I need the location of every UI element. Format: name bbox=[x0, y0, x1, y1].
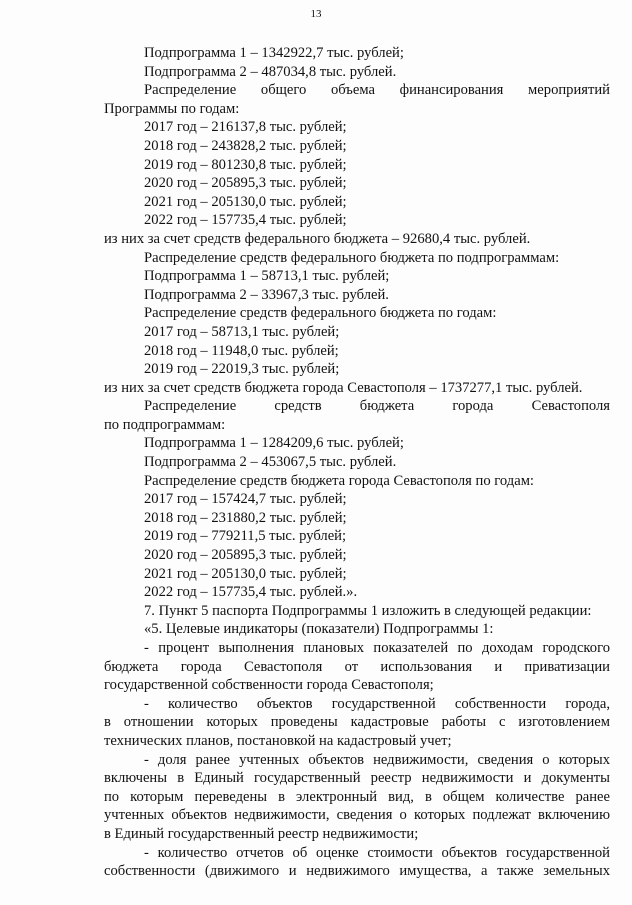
text-line: по подпрограммам: bbox=[104, 416, 226, 433]
text-line: из них за счет средств бюджета города Севастополя – 1737277,1 тыс. рублей. bbox=[104, 379, 583, 396]
text-line: в отношении которых проведены кадастровые работы с изготовлением bbox=[104, 714, 610, 731]
text-line: из них за счет средств федерального бюджета – 92680,4 тыс. рублей. bbox=[104, 230, 531, 247]
text-line: 2017 год – 216137,8 тыс. рублей; bbox=[144, 119, 347, 136]
text-line: Распределение средств федерального бюджета по подпрограммам: bbox=[144, 249, 560, 266]
text-line: - количество отчетов об оценке стоимости объектов государственной bbox=[144, 844, 610, 861]
text-line: - доля ранее учтенных объектов недвижимости, сведения о которых bbox=[144, 751, 610, 768]
text-line: Распределение средств бюджета города Севастополя bbox=[144, 398, 610, 415]
text-line: Подпрограмма 2 – 453067,5 тыс. рублей. bbox=[144, 454, 397, 471]
text-line: 2018 год – 11948,0 тыс. рублей; bbox=[144, 342, 339, 359]
text-line: 2018 год – 243828,2 тыс. рублей; bbox=[144, 137, 347, 154]
text-line: бюджета города Севастополя от использования и приватизации bbox=[104, 658, 610, 675]
text-line: Программы по годам: bbox=[104, 100, 240, 117]
text-line: - процент выполнения плановых показателей по доходам городского bbox=[144, 640, 610, 656]
text-line: Подпрограмма 1 – 1284209,6 тыс. рублей; bbox=[144, 435, 404, 452]
text-line: 2020 год – 205895,3 тыс. рублей; bbox=[144, 547, 347, 564]
text-line: 2021 год – 205130,0 тыс. рублей; bbox=[144, 565, 347, 582]
text-line: 2019 год – 779211,5 тыс. рублей; bbox=[144, 528, 347, 545]
text-line: Распределение общего объема финансирования мероприятий bbox=[144, 82, 610, 99]
text-line: по которым переведены в электронный вид, в общем количестве ранее bbox=[104, 788, 610, 805]
document-body bbox=[104, 44, 610, 881]
text-line: 2021 год – 205130,0 тыс. рублей; bbox=[144, 193, 347, 210]
text-line: 2022 год – 157735,4 тыс. рублей; bbox=[144, 212, 347, 229]
text-line: 2018 год – 231880,2 тыс. рублей; bbox=[144, 509, 347, 526]
text-line: 2017 год – 58713,1 тыс. рублей; bbox=[144, 323, 340, 340]
text-line: 2019 год – 801230,8 тыс. рублей; bbox=[144, 156, 347, 173]
text-line: Распределение средств бюджета города Севастополя по годам: bbox=[144, 472, 534, 489]
text-line: «5. Целевые индикаторы (показатели) Подпрограммы 1: bbox=[144, 621, 494, 638]
text-line: технических планов, постановкой на кадастровый учет; bbox=[104, 732, 452, 749]
text-line: собственности (движимого и недвижимого имущества, а также земельных bbox=[104, 863, 610, 880]
text-line: 2017 год – 157424,7 тыс. рублей; bbox=[144, 491, 347, 508]
text-line: Распределение средств федерального бюджета по годам: bbox=[144, 305, 497, 322]
text-line: в Единый государственный реестр недвижимости; bbox=[104, 825, 419, 842]
text-line: учтенных объектов недвижимости, сведения о которых подлежат включению bbox=[104, 807, 610, 824]
text-line: Подпрограмма 1 – 1342922,7 тыс. рублей; bbox=[144, 45, 404, 61]
text-line: государственной собственности города Севастополя; bbox=[104, 677, 434, 694]
text-line: включены в Единый государственный реестр недвижимости и документы bbox=[104, 770, 610, 787]
page-number: 13 bbox=[310, 8, 322, 20]
text-line: 2019 год – 22019,3 тыс. рублей; bbox=[144, 361, 340, 378]
text-line: 2022 год – 157735,4 тыс. рублей.». bbox=[144, 584, 358, 601]
text-line: Подпрограмма 2 – 487034,8 тыс. рублей. bbox=[144, 63, 397, 80]
text-line: 7. Пункт 5 паспорта Подпрограммы 1 изложить в следующей редакции: bbox=[144, 602, 592, 619]
text-line: Подпрограмма 1 – 58713,1 тыс. рублей; bbox=[144, 268, 390, 285]
text-line: - количество объектов государственной собственности города, bbox=[144, 695, 610, 712]
text-line: 2020 год – 205895,3 тыс. рублей; bbox=[144, 175, 347, 192]
text-line: Подпрограмма 2 – 33967,3 тыс. рублей. bbox=[144, 286, 389, 303]
